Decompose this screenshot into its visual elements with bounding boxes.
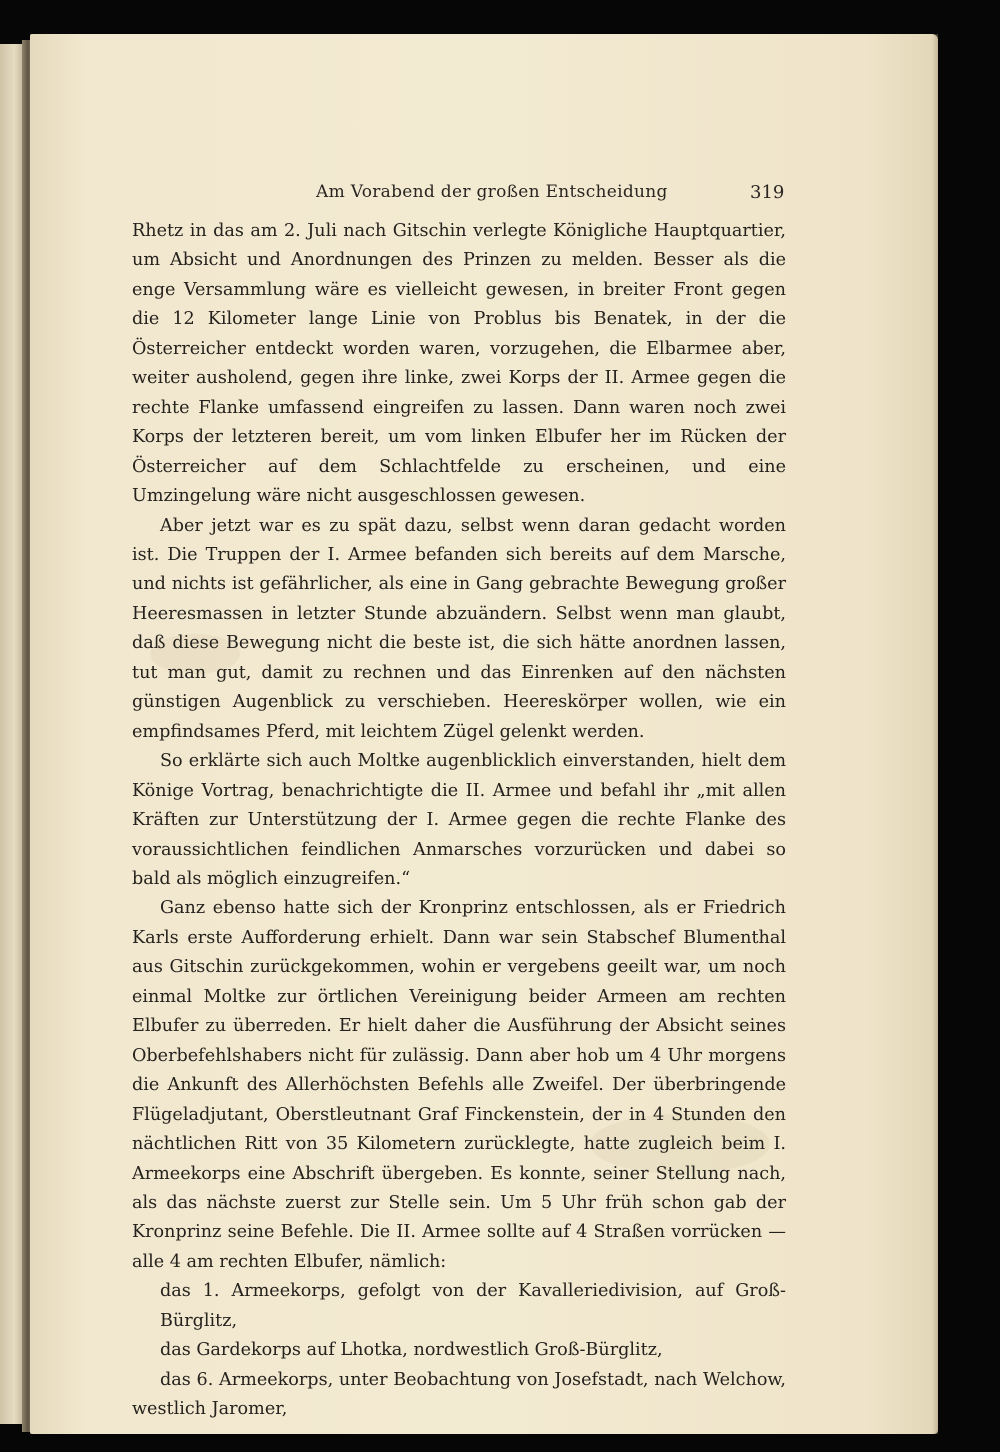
page-edge-shadow: [932, 34, 938, 1434]
list-item: das 1. Armeekorps, gefolgt von der Kavalleriedivision, auf Groß-Bürglitz,: [160, 1281, 786, 1331]
paragraph: Ganz ebenso hatte sich der Kronprinz entschlossen, als er Friedrich Karls erste Aufforderung erhielt. Dann war sein Stabschef Blumenthal aus Gitschin zurückgekommen, wohin er vergebens geeilt war, um noch einmal Moltke zur örtlichen Vereinigung beider Armeen am rechten Elbufer zu überreden. Er hielt daher die Ausführung der Absicht seines Oberbefehlshabers nicht für zulässig. Dann aber hob um 4 Uhr morgens die Ankunft des Allerhöchsten Befehls alle Zweifel. Der überbringende Flügeladjutant, Oberstleutnant Graf Finckenstein, der in 4 Stunden den nächtlichen Ritt von 35 Kilometern zurücklegte, hatte zugleich beim I. Armeekorps eine Abschrift übergeben. Es konnte, seiner Stellung nach, als das nächste zuerst zur Stelle sein. Um 5 Uhr früh schon gab der Kronprinz seine Befehle. Die II. Armee sollte auf 4 Straßen vorrücken — alle 4 am rechten Elbufer, nämlich:: [132, 898, 786, 1272]
paragraph: So erklärte sich auch Moltke augenblicklich einverstanden, hielt dem Könige Vortrag, benachrichtigte die II. Armee und befahl ihr „mit allen Kräften zur Unterstützung der I. Armee gegen die rechte Flanke des voraussichtlichen feindlichen Anmarsches vorzurücken und dabei so bald als möglich einzugreifen.“: [132, 751, 786, 889]
list-item: das Gardekorps auf Lhotka, nordwestlich Groß-Bürglitz,: [160, 1340, 663, 1361]
paragraph: Aber jetzt war es zu spät dazu, selbst wenn daran gedacht worden ist. Die Truppen der I. Armee befanden sich bereits auf dem Marsche, und nichts ist gefährlicher, als eine in Gang gebrachte Bewegung großer Heeresmassen in letzter Stunde abzuändern. Selbst wenn man glaubt, daß diese Bewegung nicht die beste ist, die sich hätte anordnen lassen, tut man gut, damit zu rechnen und das Einrenken auf den nächsten günstigen Augenblick zu verschieben. Heereskörper wollen, wie ein empfindsames Pferd, mit leichtem Zügel gelenkt werden.: [132, 515, 786, 742]
list-item: das 6. Armeekorps, unter Beobachtung von Josefstadt, nach Welchow, westlich Jaromer,: [132, 1369, 786, 1420]
body-text: [132, 217, 786, 1425]
paragraph: Rhetz in das am 2. Juli nach Gitschin verlegte Königliche Hauptquartier, um Absicht und Anordnungen des Prinzen zu melden. Besser als die enge Versammlung wäre es vielleicht gewesen, in breiter Front gegen die 12 Kilometer lange Linie von Problus bis Benatek, in der die Österreicher entdeckt worden waren, vorzugehen, die Elbarmee aber, weiter ausholend, gegen ihre linke, zwei Korps der II. Armee gegen die rechte Flanke umfassend eingreifen zu lassen. Dann waren noch zwei Korps der letzteren bereit, um vom linken Elbufer her im Rücken der Österreicher auf dem Schlachtfelde zu erscheinen, und eine Umzingelung wäre nicht ausgeschlossen gewesen.: [132, 221, 786, 507]
running-title: Am Vorabend der großen Entscheidung: [316, 182, 668, 202]
page-number: 319: [750, 182, 785, 203]
running-header: [60, 182, 785, 212]
book-page: [30, 34, 938, 1434]
